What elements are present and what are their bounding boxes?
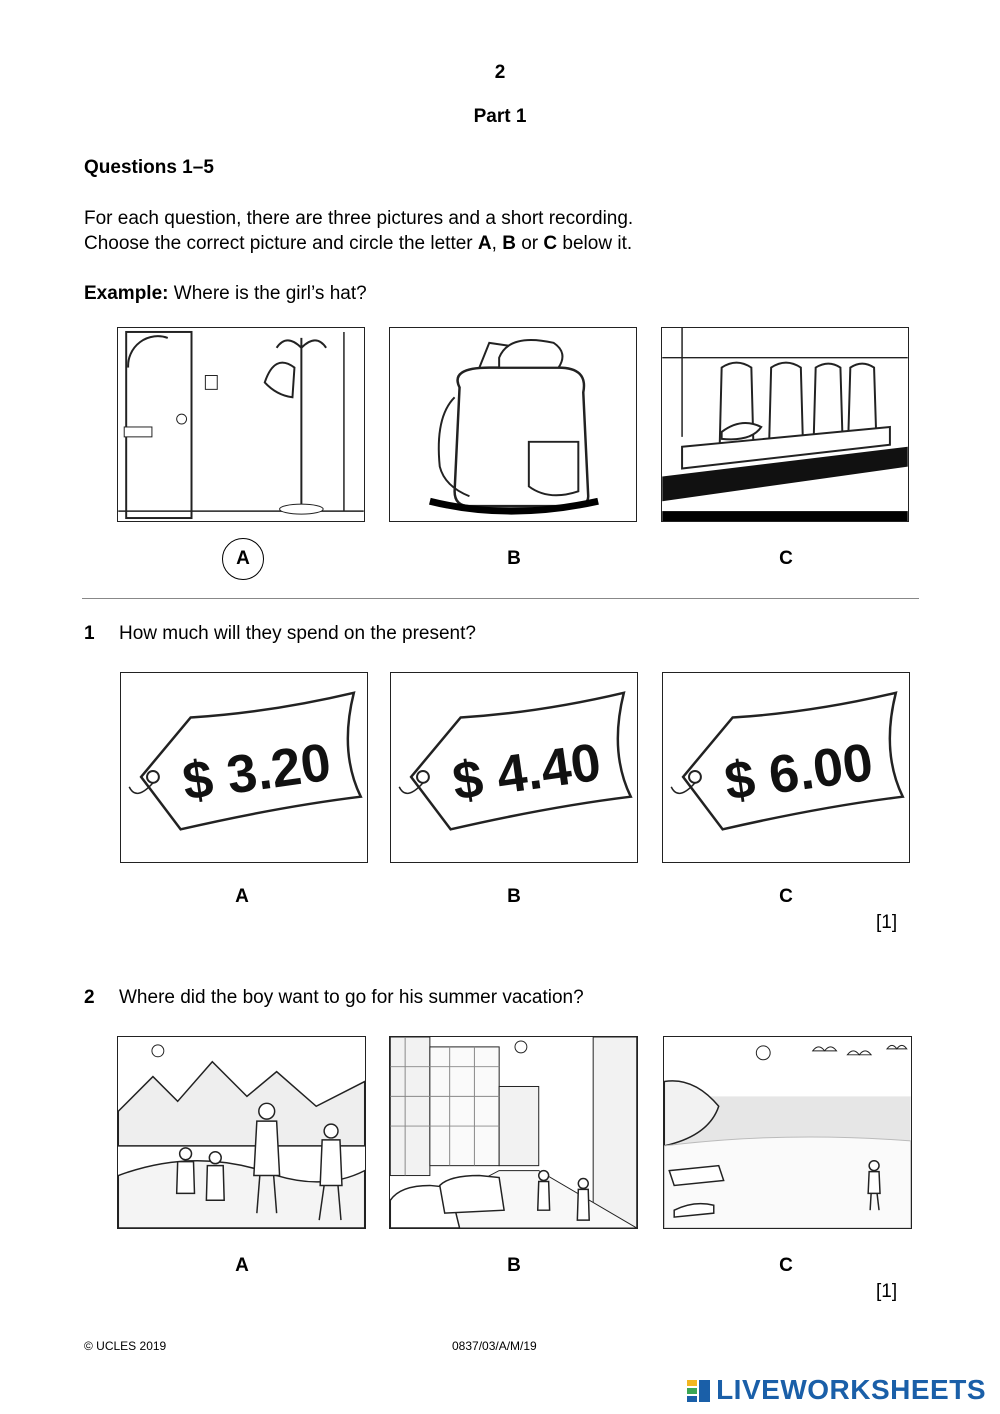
question-2-number: 2: [84, 987, 95, 1008]
questions-heading: Questions 1–5: [84, 157, 214, 178]
city-street-illustration: [390, 1037, 637, 1228]
price-tag-b: [391, 673, 637, 862]
q1-picture-a[interactable]: [120, 672, 368, 863]
bus-seats-with-hat-illustration: [662, 328, 908, 521]
instructions: [84, 206, 633, 256]
mountains-hikers-illustration: [118, 1037, 365, 1228]
instruction-line-1: For each question, there are three pictures and a short recording.: [84, 208, 634, 229]
liveworksheets-brand[interactable]: [686, 1374, 986, 1406]
question-2-text: Where did the boy want to go for his summer vacation?: [119, 987, 584, 1008]
question-1-number: 1: [84, 623, 95, 644]
hallway-with-hat-illustration: [118, 328, 364, 521]
q1-picture-c[interactable]: [662, 672, 910, 863]
beach-illustration: [664, 1037, 911, 1228]
part-title: Part 1: [473, 106, 527, 127]
example-question: Example: Where is the girl’s hat?: [84, 283, 367, 304]
price-tag-c: [663, 673, 909, 862]
price-label-c: $ 6.00: [721, 732, 877, 812]
q1-option-b[interactable]: B: [507, 886, 521, 907]
instruction-line-2: Choose the correct picture and circle the letter A, B or C below it.: [84, 233, 633, 254]
example-picture-b[interactable]: [389, 327, 637, 522]
example-picture-a[interactable]: [117, 327, 365, 522]
q1-mark: [1]: [876, 912, 898, 933]
footer-copyright: © UCLES 2019: [84, 1339, 167, 1353]
q1-option-a[interactable]: A: [235, 886, 249, 907]
brand-name: LIVEWORKSHEETS: [716, 1374, 986, 1405]
q1-picture-b[interactable]: [390, 672, 638, 863]
q2-mark: [1]: [876, 1281, 898, 1302]
q1-option-c[interactable]: C: [779, 886, 793, 907]
footer-paper-code: 0837/03/A/M/19: [452, 1339, 537, 1353]
price-label-a: $ 3.20: [179, 732, 335, 812]
example-picture-c[interactable]: [661, 327, 909, 522]
q2-picture-b[interactable]: [389, 1036, 638, 1229]
q2-option-a[interactable]: A: [235, 1255, 249, 1276]
q2-option-b[interactable]: B: [507, 1255, 521, 1276]
q2-picture-a[interactable]: [117, 1036, 366, 1229]
price-label-b: $ 4.40: [449, 732, 605, 812]
example-option-b[interactable]: B: [507, 548, 521, 569]
section-divider: [82, 598, 919, 599]
question-1-text: How much will they spend on the present?: [119, 623, 476, 644]
backpack-with-hat-illustration: [390, 328, 636, 521]
example-option-a-circled[interactable]: A: [222, 538, 264, 580]
q2-option-c[interactable]: C: [779, 1255, 793, 1276]
q2-picture-c[interactable]: [663, 1036, 912, 1229]
liveworksheets-logo-icon: [686, 1377, 712, 1403]
page-number: 2: [494, 62, 506, 83]
price-tag-a: [121, 673, 367, 862]
example-option-c[interactable]: C: [779, 548, 793, 569]
